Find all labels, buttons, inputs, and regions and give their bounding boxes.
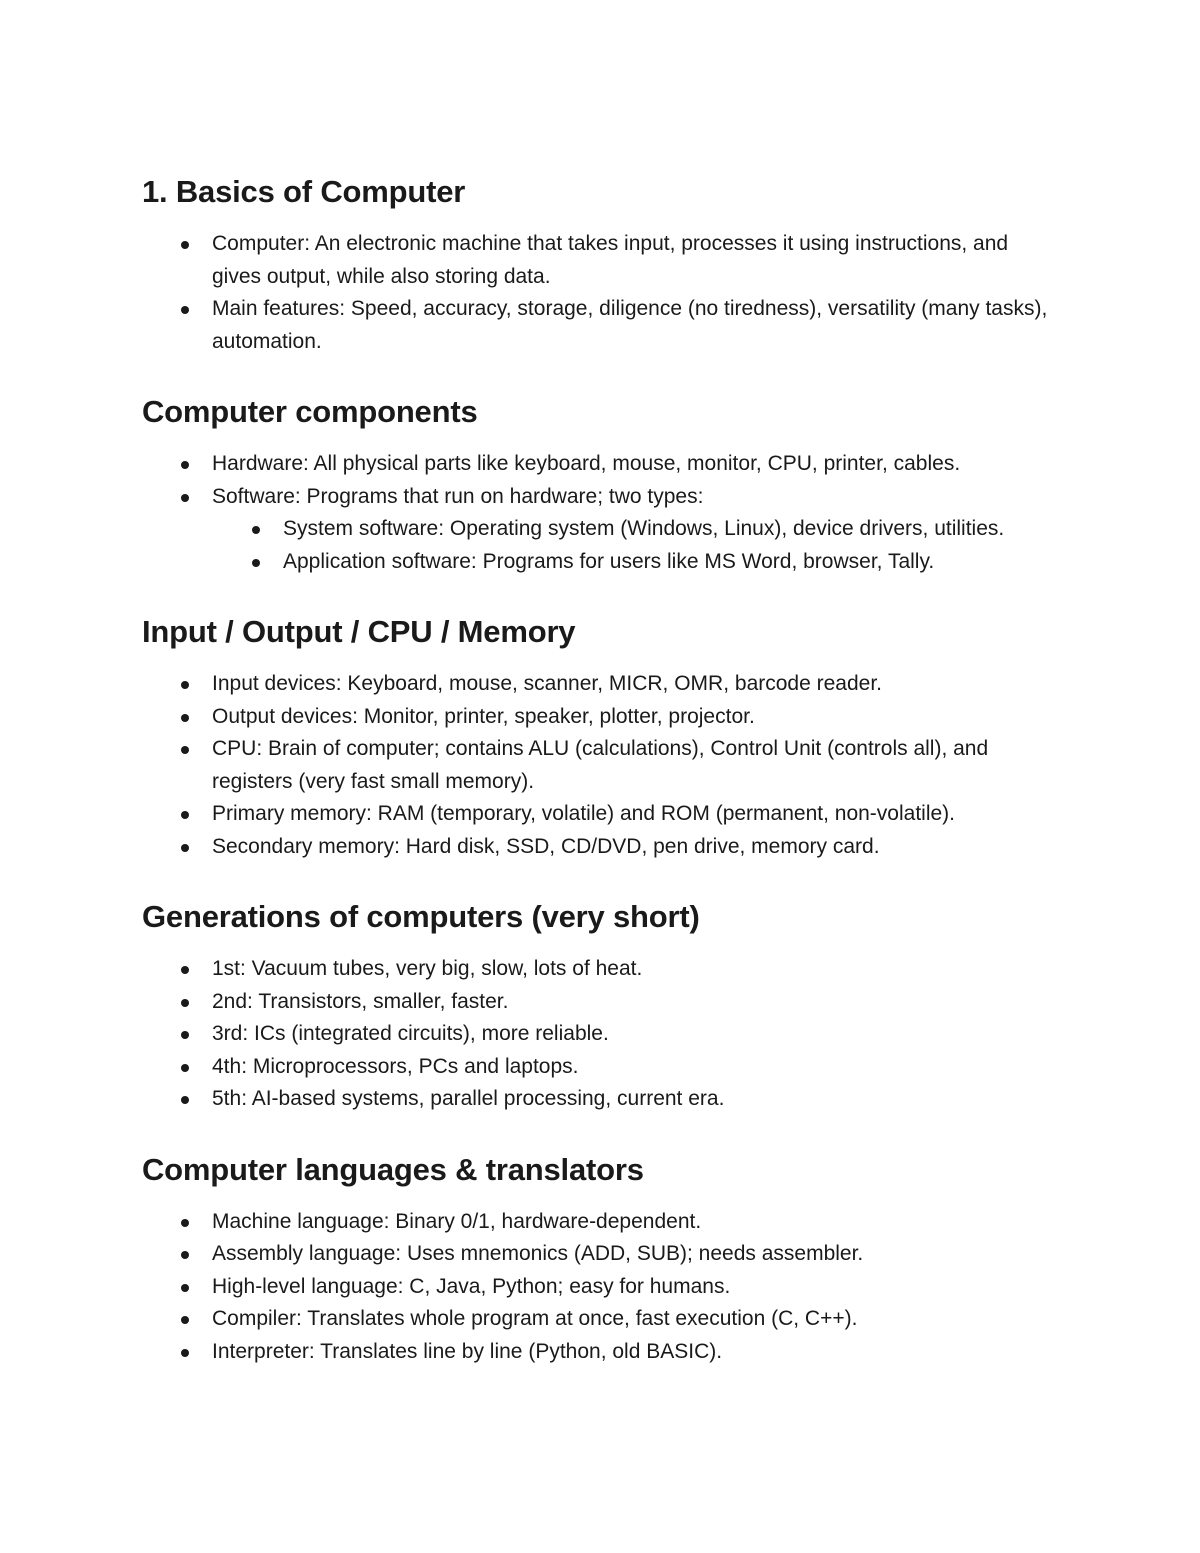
bullet-list: [142, 448, 1062, 513]
document-page: [142, 172, 1062, 1402]
sub-bullet-list: [142, 513, 1062, 578]
bullet-item: 1st: Vacuum tubes, very big, slow, lots of heat.: [142, 953, 1062, 986]
section-io-cpu-memory: [142, 612, 1062, 863]
bullet-item: Interpreter: Translates line by line (Python, old BASIC).: [142, 1336, 1062, 1369]
bullet-list: [142, 668, 1062, 863]
sub-bullet-item: Application software: Programs for users like MS Word, browser, Tally.: [142, 546, 1062, 579]
bullet-item: Input devices: Keyboard, mouse, scanner, MICR, OMR, barcode reader.: [142, 668, 1062, 701]
bullet-item: Primary memory: RAM (temporary, volatile) and ROM (permanent, non-volatile).: [142, 798, 1062, 831]
section-generations: [142, 897, 1062, 1116]
bullet-item: 5th: AI-based systems, parallel processing, current era.: [142, 1083, 1062, 1116]
bullet-item: Main features: Speed, accuracy, storage, diligence (no tiredness), versatility (many tasks), automation.: [142, 293, 1062, 358]
section-basics: [142, 172, 1062, 358]
bullet-item: Compiler: Translates whole program at once, fast execution (C, C++).: [142, 1303, 1062, 1336]
bullet-item: Hardware: All physical parts like keyboard, mouse, monitor, CPU, printer, cables.: [142, 448, 1062, 481]
section-heading: Input / Output / CPU / Memory: [142, 614, 576, 649]
bullet-list: [142, 1206, 1062, 1369]
bullet-item: High-level language: C, Java, Python; easy for humans.: [142, 1271, 1062, 1304]
section-languages: [142, 1150, 1062, 1369]
section-heading: 1. Basics of Computer: [142, 174, 466, 209]
sub-bullet-item: System software: Operating system (Windows, Linux), device drivers, utilities.: [142, 513, 1062, 546]
section-components: [142, 392, 1062, 578]
bullet-item: 2nd: Transistors, smaller, faster.: [142, 986, 1062, 1019]
bullet-item: CPU: Brain of computer; contains ALU (calculations), Control Unit (controls all), and registers (very fast small memory).: [142, 733, 1062, 798]
bullet-item: Machine language: Binary 0/1, hardware-dependent.: [142, 1206, 1062, 1239]
bullet-item: 4th: Microprocessors, PCs and laptops.: [142, 1051, 1062, 1084]
section-heading: Computer languages & translators: [142, 1151, 644, 1187]
bullet-item: 3rd: ICs (integrated circuits), more reliable.: [142, 1018, 1062, 1051]
bullet-list: [142, 953, 1062, 1116]
section-heading: Generations of computers (very short): [142, 899, 700, 934]
bullet-item: Output devices: Monitor, printer, speaker, plotter, projector.: [142, 701, 1062, 734]
bullet-item: Assembly language: Uses mnemonics (ADD, SUB); needs assembler.: [142, 1238, 1062, 1271]
bullet-item: Software: Programs that run on hardware; two types:: [142, 481, 1062, 514]
bullet-item: Computer: An electronic machine that takes input, processes it using instructions, and gives output, while also storing data.: [142, 228, 1062, 293]
bullet-list: [142, 228, 1062, 358]
section-heading: Computer components: [142, 394, 478, 429]
bullet-item: Secondary memory: Hard disk, SSD, CD/DVD, pen drive, memory card.: [142, 831, 1062, 864]
